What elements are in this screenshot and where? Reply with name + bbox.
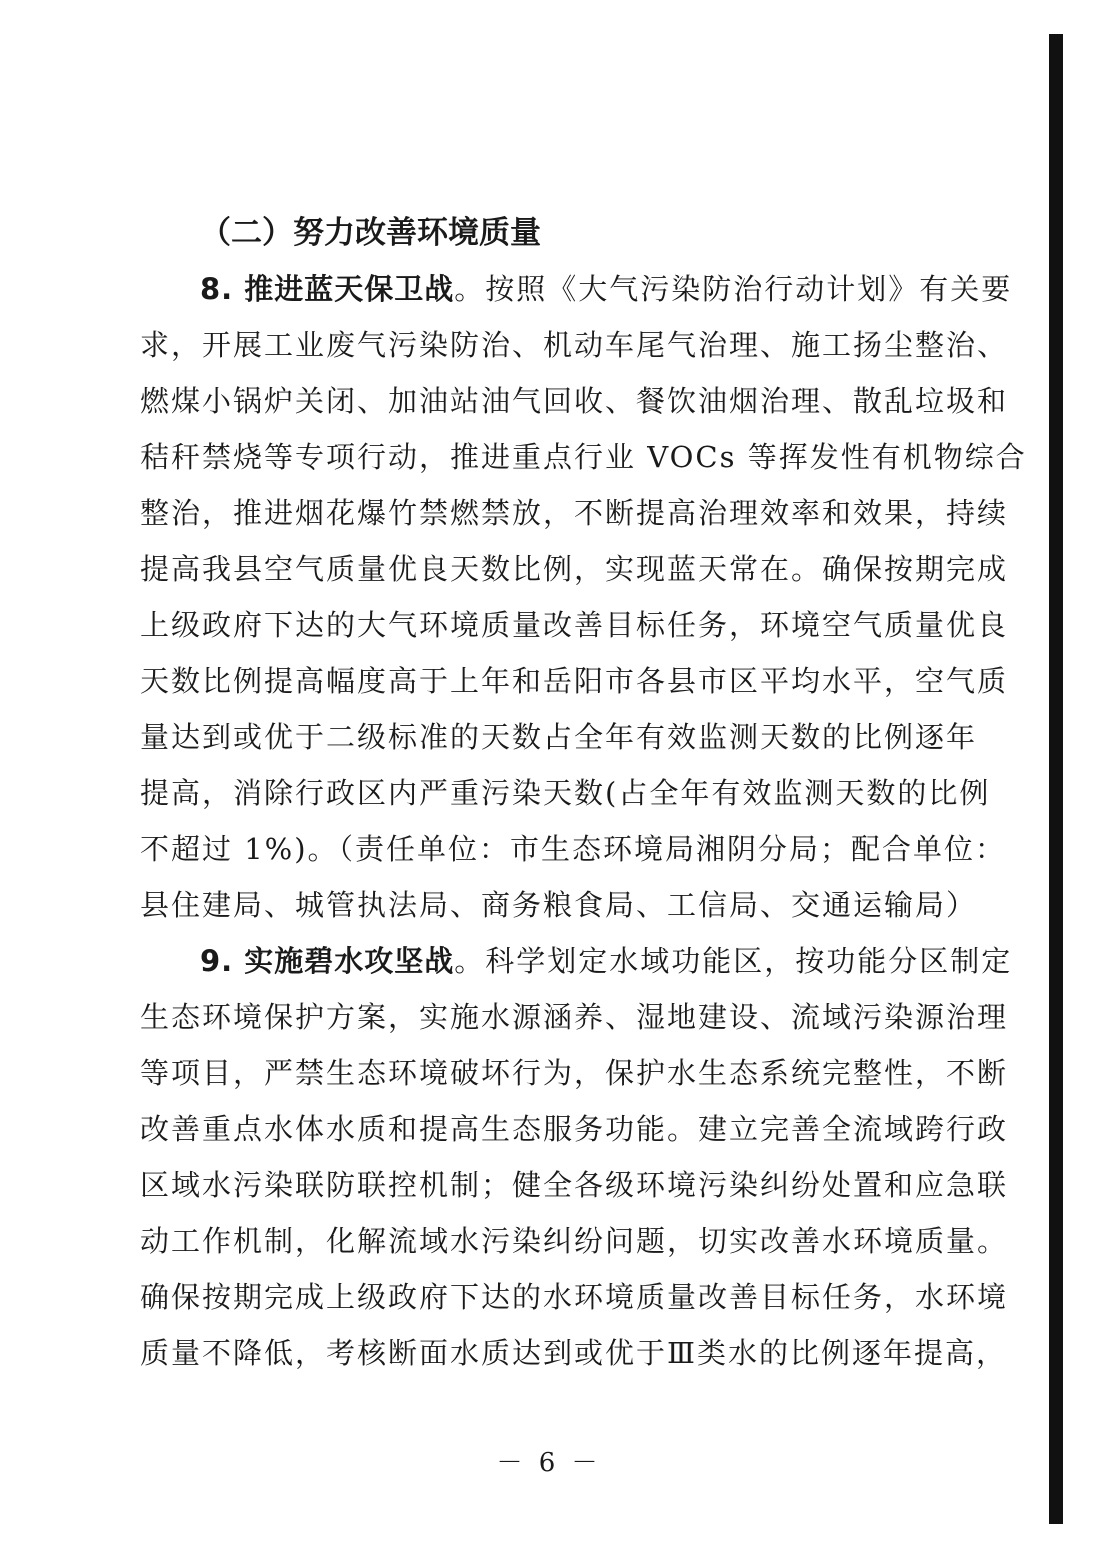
item8-title: 8. 推进蓝天保卫战: [200, 272, 455, 306]
item8-line: 。按照《大气污染防治行动计划》有关要: [454, 272, 1013, 306]
item8-line: 县住建局、城管执法局、商务粮食局、工信局、交通运输局）: [140, 888, 978, 922]
item8-line: 提高我县空气质量优良天数比例，实现蓝天常在。确保按期完成: [140, 552, 1009, 586]
item8-line: 量达到或优于二级标准的天数占全年有效监测天数的比例逐年: [140, 720, 978, 754]
item8-line: 求，开展工业废气污染防治、机动车尾气治理、施工扬尘整治、: [140, 328, 1009, 362]
item9-line: 确保按期完成上级政府下达的水环境质量改善目标任务，水环境: [140, 1280, 1009, 1314]
item8-line: 燃煤小锅炉关闭、加油站油气回收、餐饮油烟治理、散乱垃圾和: [140, 384, 1009, 418]
item8-line: 提高，消除行政区内严重污染天数(占全年有效监测天数的比例: [140, 776, 991, 810]
section-heading: （二）努力改善环境质量: [200, 215, 541, 251]
item8-line: 不超过 1%)。（责任单位：市生态环境局湘阴分局；配合单位：: [140, 832, 1007, 866]
item9-line: 区域水污染联防联控机制；健全各级环境污染纠纷处置和应急联: [140, 1168, 1009, 1202]
item8-line: 整治，推进烟花爆竹禁燃禁放，不断提高治理效率和效果，持续: [140, 496, 1009, 530]
item9-line: 动工作机制，化解流域水污染纠纷问题，切实改善水环境质量。: [140, 1224, 1009, 1258]
item9-line: 等项目，严禁生态环境破坏行为，保护水生态系统完整性，不断: [140, 1056, 1009, 1090]
item9-title: 9. 实施碧水攻坚战: [200, 944, 455, 978]
item9-first-line: [200, 934, 1012, 988]
item8-line: 秸秆禁烧等专项行动，推进重点行业 VOCs 等挥发性有机物综合: [140, 440, 1027, 474]
item8-line: 上级政府下达的大气环境质量改善目标任务，环境空气质量优良: [140, 608, 1009, 642]
page-number: － 6 －: [496, 1448, 602, 1478]
item9-line: 生态环境保护方案，实施水源涵养、湿地建设、流域污染源治理: [140, 1000, 1009, 1034]
item9-line: 改善重点水体水质和提高生态服务功能。建立完善全流域跨行政: [140, 1112, 1009, 1146]
item8-first-line: [200, 262, 1012, 316]
item8-line: 天数比例提高幅度高于上年和岳阳市各县市区平均水平，空气质: [140, 664, 1009, 698]
item9-line: 质量不降低，考核断面水质达到或优于Ⅲ类水的比例逐年提高，: [140, 1336, 1007, 1370]
scan-edge-bar: [1049, 34, 1063, 1524]
item9-line: 。科学划定水域功能区，按功能分区制定: [454, 944, 1013, 978]
